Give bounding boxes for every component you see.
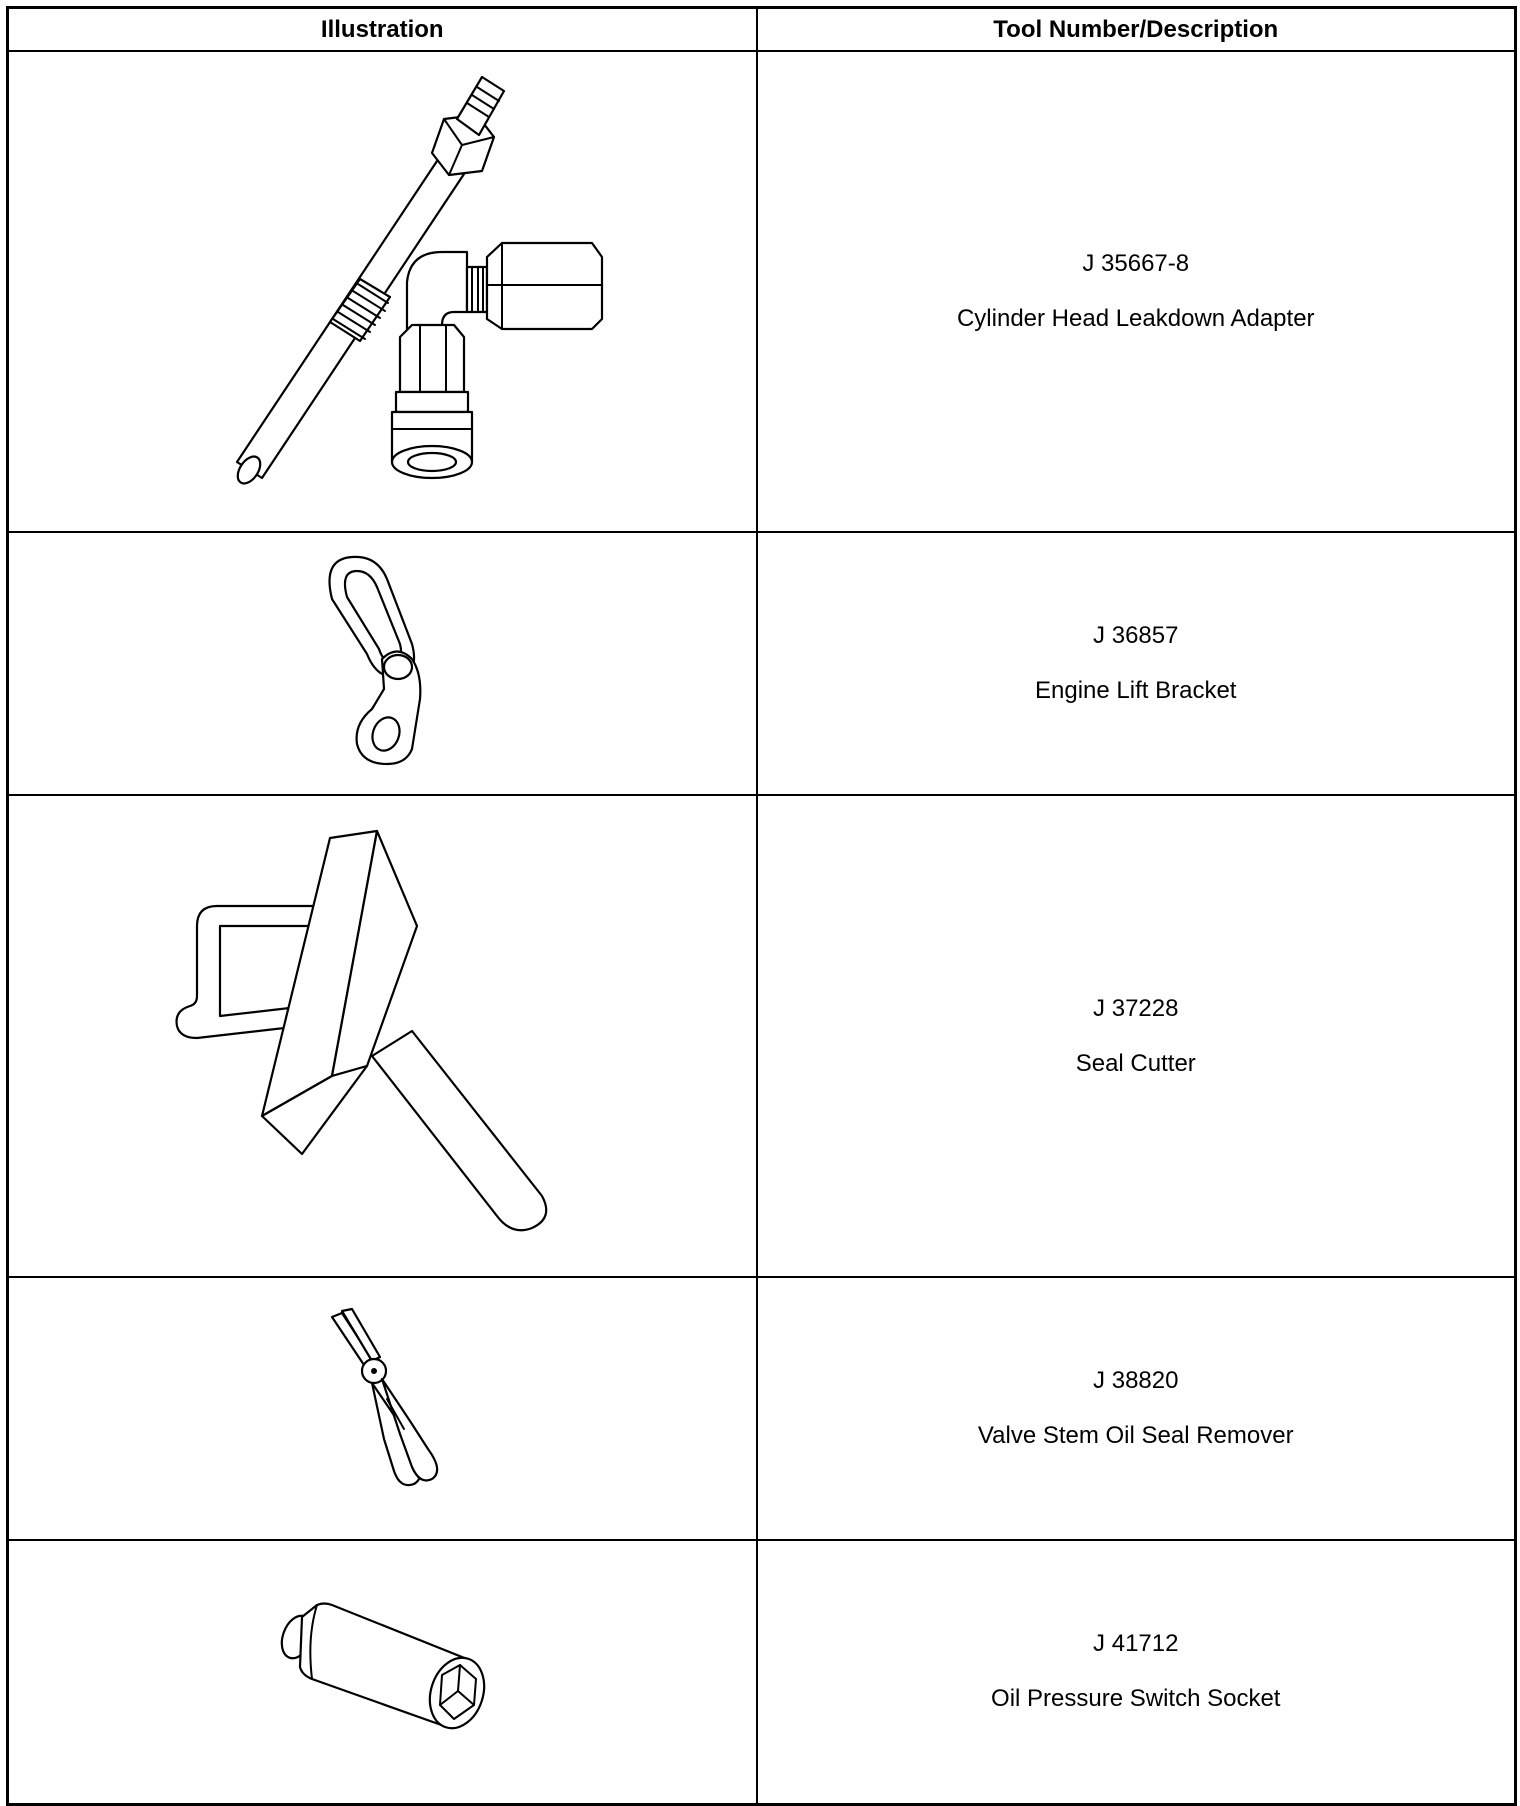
seal-remover-pliers-icon xyxy=(302,1299,462,1519)
illustration-column-header: Illustration xyxy=(8,8,757,52)
lift-bracket-icon xyxy=(302,549,462,779)
tool-description: Oil Pressure Switch Socket xyxy=(991,1685,1281,1713)
tool-description: Valve Stem Oil Seal Remover xyxy=(977,1422,1294,1449)
illustration-cell xyxy=(8,532,757,795)
illustration-cell xyxy=(8,1540,757,1804)
illustration-cell xyxy=(8,51,757,532)
tool-number: J 35667-8 xyxy=(1082,250,1190,277)
tool-description-cell xyxy=(757,795,1516,1277)
table-row xyxy=(8,51,1516,532)
table-row xyxy=(8,532,1516,795)
tool-number: J 41712 xyxy=(1093,1630,1179,1658)
leakdown-adapter-icon xyxy=(142,57,622,527)
tool-description: Cylinder Head Leakdown Adapter xyxy=(956,305,1315,332)
tool-description-cell xyxy=(757,51,1516,532)
tool-description: Seal Cutter xyxy=(1075,1049,1196,1077)
seal-cutter-icon xyxy=(162,816,602,1256)
tool-description-cell xyxy=(757,1540,1516,1804)
description-column-header: Tool Number/Description xyxy=(757,8,1516,52)
tool-description: Engine Lift Bracket xyxy=(1035,677,1237,704)
table-row xyxy=(8,1540,1516,1804)
tool-description-cell xyxy=(757,532,1516,795)
table-row xyxy=(8,1277,1516,1540)
tool-number: J 36857 xyxy=(1093,622,1179,649)
table-header-row xyxy=(8,8,1516,52)
illustration-cell xyxy=(8,1277,757,1540)
special-tools-table xyxy=(6,6,1517,1806)
illustration-cell xyxy=(8,795,757,1277)
tool-description-cell xyxy=(757,1277,1516,1540)
table-row xyxy=(8,795,1516,1277)
tool-number: J 37228 xyxy=(1093,994,1179,1022)
tool-number: J 38820 xyxy=(1093,1367,1179,1394)
socket-icon xyxy=(262,1587,502,1757)
